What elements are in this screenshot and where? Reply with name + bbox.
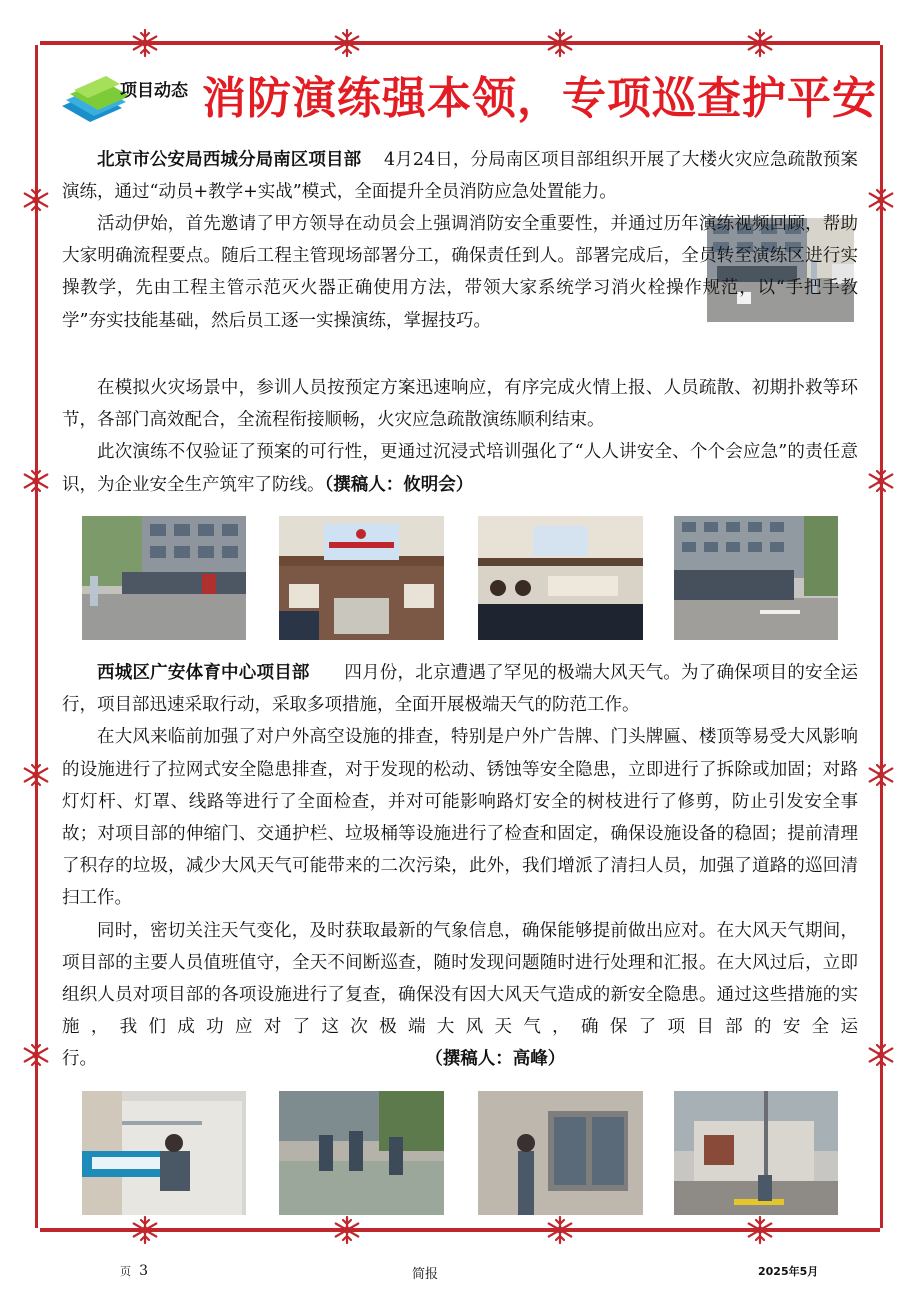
snowflake-icon xyxy=(332,28,362,58)
snowflake-icon xyxy=(130,1215,160,1245)
footer-page-label: 页 xyxy=(120,1265,131,1278)
photo-sign-inspection xyxy=(82,1091,246,1215)
photo-drill-outdoor xyxy=(82,516,246,640)
photo-lamp-post-check xyxy=(674,1091,838,1215)
photo-group-drill xyxy=(674,516,838,640)
section-tag-label: 项目动态 xyxy=(120,81,188,101)
article-2-author: （撰稿人：高峰） xyxy=(425,1049,566,1070)
snowflake-icon xyxy=(332,1215,362,1245)
snowflake-icon xyxy=(21,760,51,790)
photo-training-session xyxy=(478,516,643,640)
snowflake-icon xyxy=(21,185,51,215)
article-1-p2 xyxy=(62,208,858,337)
article-2-p3 xyxy=(62,915,858,1076)
snowflake-icon xyxy=(130,28,160,58)
article-1-p4-text: 此次演练不仅验证了预案的可行性，更通过沉浸式培训强化了“人人讲安全、个个会应急”的责任意识，为企业安全生产筑牢了防线。 xyxy=(62,442,858,495)
article-1-lead xyxy=(62,144,858,208)
page-headline: 消防演练强本领，专项巡查护平安 xyxy=(202,73,877,124)
article-1-p2-text: 活动伊始，首先邀请了甲方领导在动员会上强调消防安全重要性，并通过历年演练视频回顾，帮助大家明确流程要点。随后工程主管现场部署分工，确保责任到人。部署完成后，全员转至演练区进行实操教学，先由工程主管示范灭火器正确使用方法，带领大家系统学习消火栓操作规范，以“手把手教学”夯实技能基础，然后员工逐一实操演练，掌握技巧。 xyxy=(62,214,858,331)
snowflake-icon xyxy=(866,760,896,790)
photo-cleanup-crew xyxy=(279,1091,444,1215)
snowflake-icon xyxy=(21,466,51,496)
article-2-p3-text: 同时，密切关注天气变化，及时获取最新的气象信息，确保能够提前做出应对。在大风天气期间，项目部的主要人员值班值守，全天不间断巡查，随时发现问题随时进行处理和汇报。在大风过后，立即组织人员对项目部的各项设施进行了复查，确保没有因大风天气造成的新安全隐患。通过这些措施的实施，我们成功应对了这次极端大风天气，确保了项目部的安全运行。 xyxy=(62,920,858,1070)
article-1-org: 北京市公安局西城分局南区项目部 xyxy=(97,150,362,170)
footer-page-number: 3 xyxy=(139,1263,149,1279)
snowflake-icon xyxy=(21,1040,51,1070)
snowflake-icon xyxy=(545,28,575,58)
footer-publication: 简报 xyxy=(412,1267,439,1282)
snowflake-icon xyxy=(745,1215,775,1245)
snowflake-icon xyxy=(866,1040,896,1070)
photo-meeting-room xyxy=(279,516,444,640)
article-1-lead-text: 4月24日，分局南区项目部组织开展了大楼火灾应急疏散预案演练，通过“动员+教学+实战”模式，全面提升全员消防应急处置能力。 xyxy=(62,150,858,203)
article-2-p2: 在大风来临前加强了对户外高空设施的排查，特别是户外广告牌、门头牌匾、楼顶等易受大风影响的设施进行了拉网式安全隐患排查，对于发现的松动、锈蚀等安全隐患，立即进行了拆除或加固；对路灯灯杆、灯罩、线路等进行了全面检查，并对可能影响路灯安全的树枝进行了修剪，防止引发安全事故；对项目部的伸缩门、交通护栏、垃圾桶等设施进行了检查和固定，确保设施设备的稳固；提前清理了积存的垃圾，减少大风天气可能带来的二次污染，此外，我们增派了清扫人员，加强了道路的巡回清扫工作。 xyxy=(62,727,858,909)
snowflake-icon xyxy=(866,185,896,215)
article-1-intro xyxy=(62,144,858,208)
article-1-body-wrap xyxy=(62,208,858,337)
article-1-author: （撰稿人：攸明会） xyxy=(324,474,474,495)
article-2-org: 西城区广安体育中心项目部 xyxy=(97,663,310,683)
snowflake-icon xyxy=(545,1215,575,1245)
article-2-lead xyxy=(62,657,858,721)
photo-window-repair xyxy=(478,1091,643,1215)
page-header xyxy=(60,62,877,132)
article-1-p4 xyxy=(62,436,858,500)
article-2-lead-text: 四月份，北京遭遇了罕见的极端大风天气。为了确保项目的安全运行，项目部迅速采取行动，采取多项措施，全面开展极端天气的防范工作。 xyxy=(62,663,858,716)
article-2-body xyxy=(62,657,858,1076)
footer-date: 2025年5月 xyxy=(758,1265,819,1278)
snowflake-icon xyxy=(745,28,775,58)
article-1-p3: 在模拟火灾场景中，参训人员按预定方案迅速响应，有序完成火情上报、人员疏散、初期扑救等环节，各部门高效配合，全流程衔接顺畅，火灾应急疏散演练顺利结束。 xyxy=(62,378,858,431)
footer-page xyxy=(120,1263,148,1279)
article-1-body xyxy=(62,372,858,501)
snowflake-icon xyxy=(866,466,896,496)
